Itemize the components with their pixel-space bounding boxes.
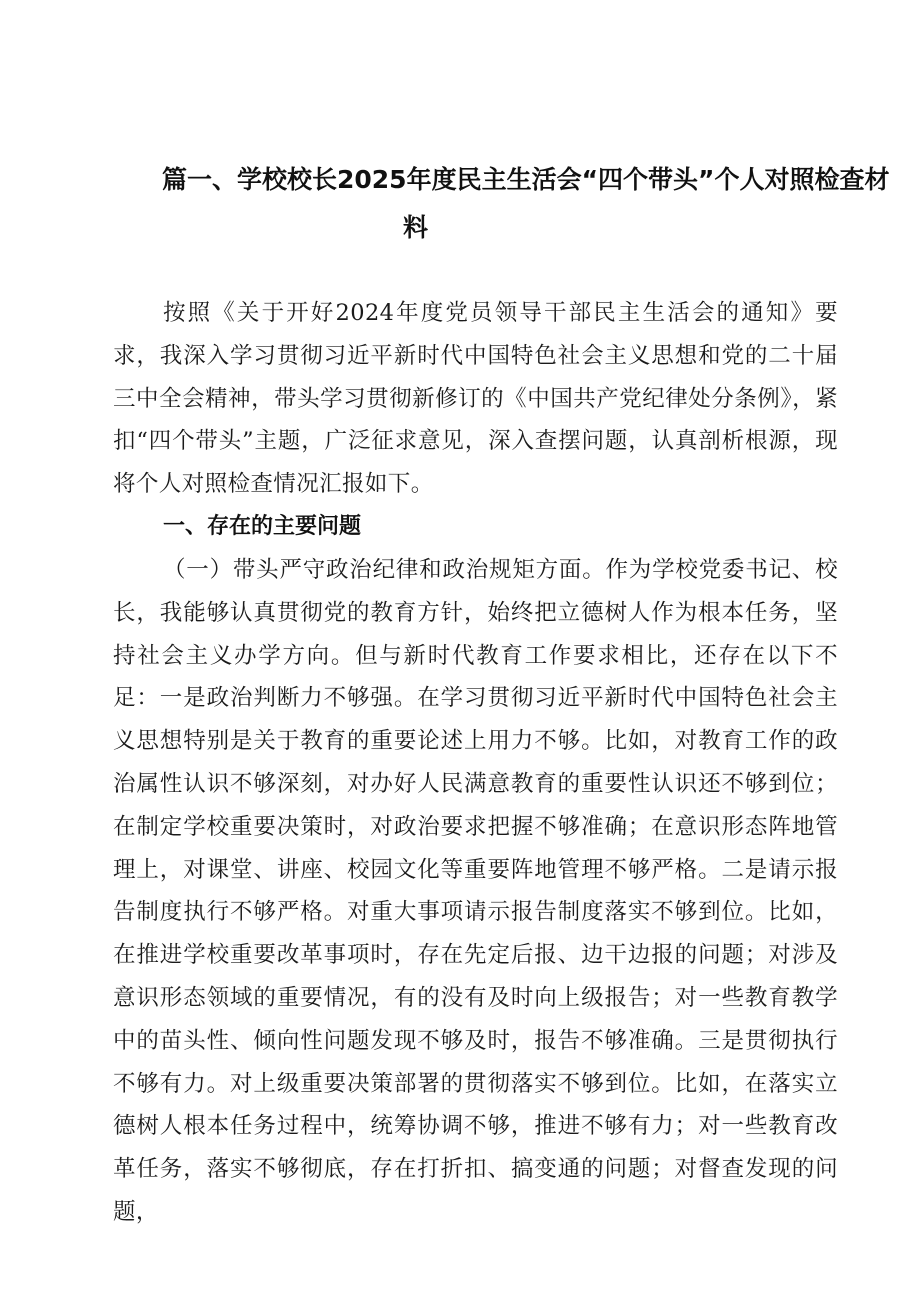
section-heading-main-problems: 一、存在的主要问题 xyxy=(163,514,362,539)
document-title-line1: 篇一、学校校长2025年度民主生活会“四个带头”个人对照检查材 xyxy=(162,165,890,194)
intro-paragraph: 按照《关于开好2024年度党员领导干部民主生活会的通知》要求，我深入学习贯彻习近平新时代中国特色社会主义思想和党的二十届三中全会精神，带头学习贯彻新修订的《中国共产党纪律处分条例》，紧扣“四个带头”主题，广泛征求意见，深入查摆问题，认真剖析根源，现将个人对照检查情况汇报如下。 xyxy=(113,300,838,498)
document-title-line2: 料 xyxy=(403,213,429,242)
section1-paragraph1: （一）带头严守政治纪律和政治规矩方面。作为学校党委书记、校长，我能够认真贯彻党的教育方针，始终把立德树人作为根本任务，坚持社会主义办学方向。但与新时代教育工作要求相比，还存在以下不足：一是政治判断力不够强。在学习贯彻习近平新时代中国特色社会主义思想特别是关于教育的重要论述上用力不够。比如，对教育工作的政治属性认识不够深刻，对办好人民满意教育的重要性认识还不够到位；在制定学校重要决策时，对政治要求把握不够准确；在意识形态阵地管理上，对课堂、讲座、校园文化等重要阵地管理不够严格。二是请示报告制度执行不够严格。对重大事项请示报告制度落实不够到位。比如，在推进学校重要改革事项时，存在先定后报、边干边报的问题；对涉及意识形态领域的重要情况，有的没有及时向上级报告；对一些教育教学中的苗头性、倾向性问题发现不够及时，报告不够准确。三是贯彻执行不够有力。对上级重要决策部署的贯彻落实不够到位。比如，在落实立德树人根本任务过程中，统筹协调不够，推进不够有力；对一些教育改革任务，落实不够彻底，存在打折扣、搞变通的问题；对督查发现的问题， xyxy=(113,557,838,1225)
